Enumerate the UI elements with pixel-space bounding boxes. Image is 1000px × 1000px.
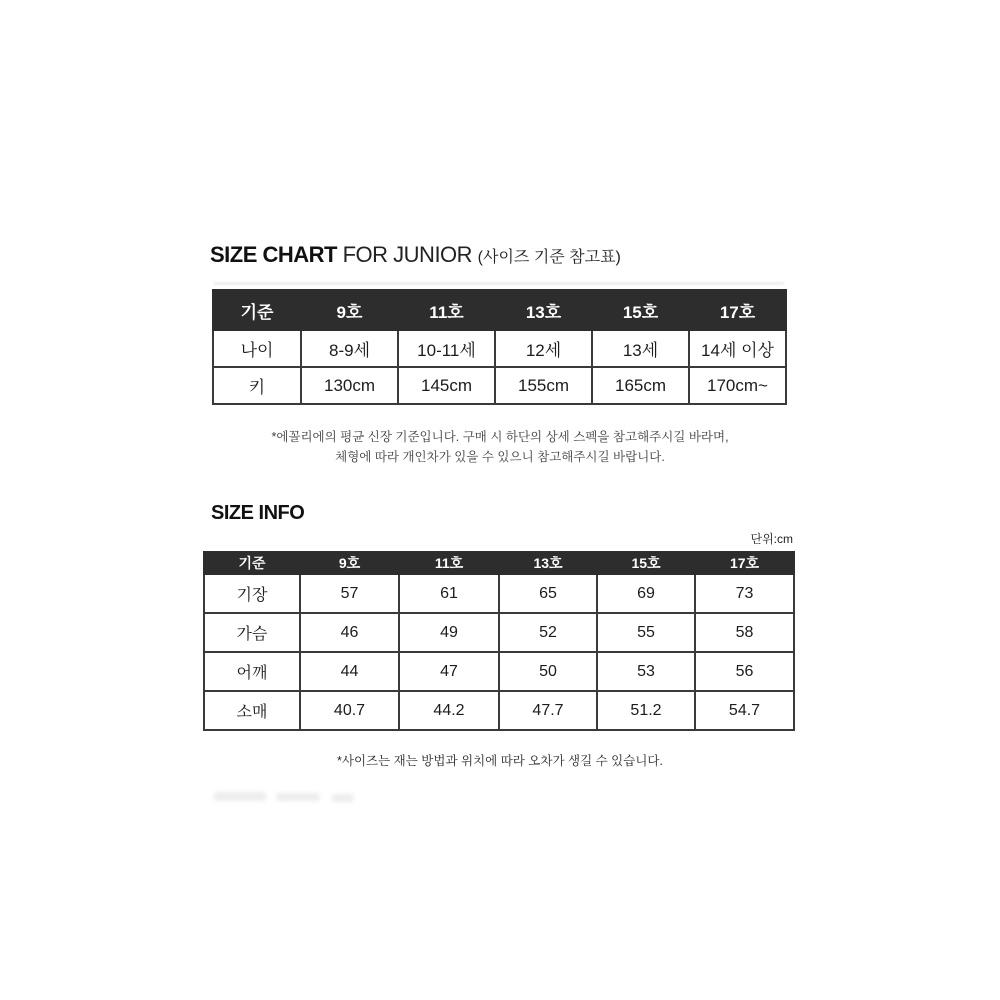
cell-value: 69 xyxy=(597,574,695,613)
faded-artifact xyxy=(332,794,354,802)
cell-value: 14세 이상 xyxy=(689,330,786,367)
page-title-bold: SIZE CHART xyxy=(210,242,337,267)
cell-value: 40.7 xyxy=(300,691,399,730)
cell-value: 53 xyxy=(597,652,695,691)
cell-value: 155cm xyxy=(495,367,592,404)
cell-value: 46 xyxy=(300,613,399,652)
cell-value: 10-11세 xyxy=(398,330,495,367)
page-title xyxy=(210,242,621,268)
header-cell: 15호 xyxy=(597,552,695,574)
page-title-korean: (사이즈 기준 참고표) xyxy=(477,249,621,266)
faded-artifact xyxy=(214,282,784,285)
note-line: 체형에 따라 개인차가 있을 수 있으니 참고해주시길 바랍니다. xyxy=(335,450,665,464)
header-cell: 11호 xyxy=(398,290,495,330)
header-cell: 기준 xyxy=(204,552,300,574)
cell-value: 51.2 xyxy=(597,691,695,730)
cell-value: 170cm~ xyxy=(689,367,786,404)
header-cell: 13호 xyxy=(499,552,597,574)
cell-value: 8-9세 xyxy=(301,330,398,367)
note-line: *에꼴리에의 평균 신장 기준입니다. 구매 시 하단의 상세 스펙을 참고해주시길 바라며, xyxy=(271,430,729,444)
cell-value: 57 xyxy=(300,574,399,613)
cell-value: 56 xyxy=(695,652,794,691)
header-cell: 13호 xyxy=(495,290,592,330)
cell-value: 145cm xyxy=(398,367,495,404)
table-header-row xyxy=(204,552,794,574)
cell-value: 13세 xyxy=(592,330,689,367)
header-cell: 기준 xyxy=(213,290,301,330)
table-row xyxy=(204,613,794,652)
size-chart-table-grid xyxy=(212,289,787,405)
cell-value: 12세 xyxy=(495,330,592,367)
cell-value: 44 xyxy=(300,652,399,691)
table-row xyxy=(204,691,794,730)
cell-value: 165cm xyxy=(592,367,689,404)
page-title-regular: FOR JUNIOR xyxy=(337,242,478,267)
cell-value: 47.7 xyxy=(499,691,597,730)
cell-value: 52 xyxy=(499,613,597,652)
table-row xyxy=(204,652,794,691)
row-label: 키 xyxy=(213,367,301,404)
row-label: 어깨 xyxy=(204,652,300,691)
faded-artifact xyxy=(276,793,320,801)
row-label: 나이 xyxy=(213,330,301,367)
row-label: 소매 xyxy=(204,691,300,730)
header-cell: 17호 xyxy=(695,552,794,574)
size-info-table-grid xyxy=(203,551,795,731)
header-cell: 9호 xyxy=(301,290,398,330)
size-chart-note xyxy=(150,427,850,467)
cell-value: 44.2 xyxy=(399,691,499,730)
cell-value: 58 xyxy=(695,613,794,652)
size-chart-table xyxy=(212,289,787,405)
table-row xyxy=(213,330,786,367)
row-label: 가슴 xyxy=(204,613,300,652)
cell-value: 61 xyxy=(399,574,499,613)
header-cell: 11호 xyxy=(399,552,499,574)
cell-value: 55 xyxy=(597,613,695,652)
unit-label: 단위:cm xyxy=(750,532,793,546)
header-cell: 15호 xyxy=(592,290,689,330)
cell-value: 54.7 xyxy=(695,691,794,730)
cell-value: 47 xyxy=(399,652,499,691)
cell-value: 65 xyxy=(499,574,597,613)
header-cell: 9호 xyxy=(300,552,399,574)
size-info-heading: SIZE INFO xyxy=(211,502,305,524)
cell-value: 50 xyxy=(499,652,597,691)
cell-value: 73 xyxy=(695,574,794,613)
size-info-note: *사이즈는 재는 방법과 위치에 따라 오차가 생길 수 있습니다. xyxy=(337,754,663,768)
table-row xyxy=(213,367,786,404)
table-row xyxy=(204,574,794,613)
cell-value: 49 xyxy=(399,613,499,652)
header-cell: 17호 xyxy=(689,290,786,330)
faded-artifact xyxy=(214,792,266,801)
table-header-row xyxy=(213,290,786,330)
cell-value: 130cm xyxy=(301,367,398,404)
row-label: 기장 xyxy=(204,574,300,613)
size-info-table xyxy=(203,551,795,731)
